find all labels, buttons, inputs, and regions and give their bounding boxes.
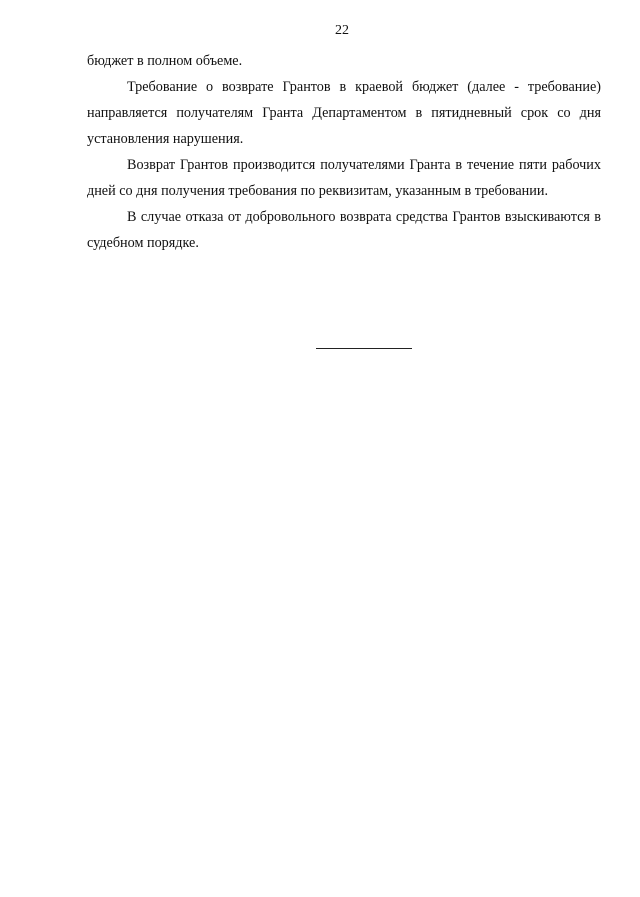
closing-divider-line <box>316 348 412 349</box>
paragraph-continuation: бюджет в полном объеме. <box>87 53 243 69</box>
paragraph-grant-return: Возврат Грантов производится получателями Гранта в течение пяти рабочих дней со дня получения требования по реквизитам, указанным в требовании. <box>87 157 601 199</box>
paragraph-requirement-notice: Требование о возврате Грантов в краевой бюджет (далее - требование) направляется получателям Гранта Департаментом в пятидневный срок со дня установления нарушения. <box>87 79 601 147</box>
document-body <box>87 48 601 256</box>
page-number: 22 <box>335 23 349 38</box>
paragraph-court-recovery: В случае отказа от добровольного возврата средства Грантов взыскиваются в судебном порядке. <box>87 209 601 251</box>
